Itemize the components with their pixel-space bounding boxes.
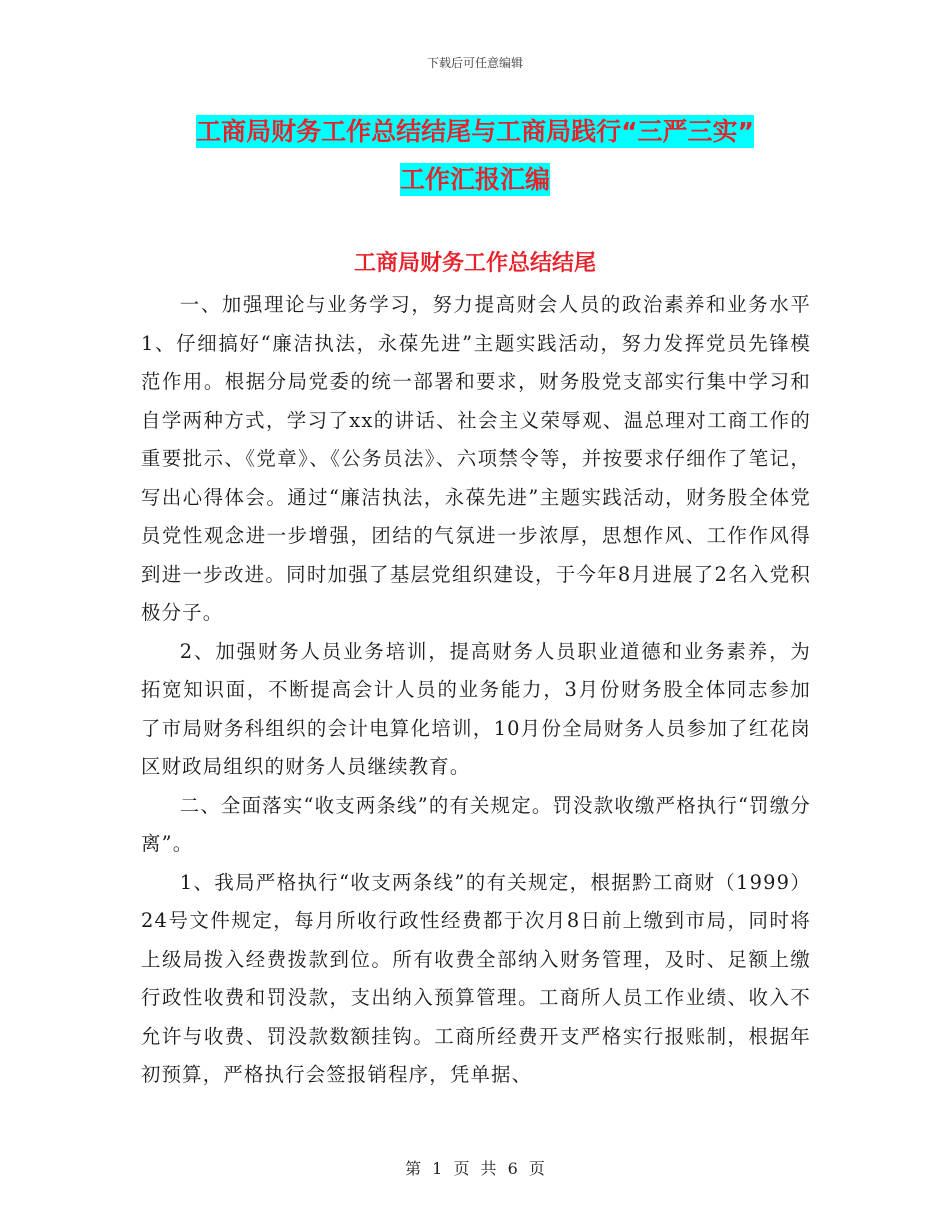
paragraph: 二、全面落实“收支两条线”的有关规定。罚没款收缴严格执行“罚缴分离”。 <box>141 793 811 855</box>
document-title-line-1: 工商局财务工作总结结尾与工商局践行“三严三实” <box>196 117 754 146</box>
document-title <box>0 108 950 204</box>
section-title: 工商局财务工作总结结尾 <box>353 251 596 276</box>
document-title-line-2: 工作汇报汇编 <box>399 165 550 194</box>
body-text <box>141 286 811 1095</box>
paragraph: 1、我局严格执行“收支两条线”的有关规定，根据黔工商财（1999）24号文件规定，每月所收行政性经费都于次月8日前上缴到市局，同时将上级局拨入经费拨款到位。所有收费全部纳入财务管理，及时、足额上缴行政性收费和罚没款，支出纳入预算管理。工商所人员工作业绩、收入不允许与收费、罚没款数额挂钩。工商所经费开支严格实行报账制，根据年初预算，严格执行会签报销程序，凭单据、 <box>141 870 811 1086</box>
paragraph: 一、加强理论与业务学习，努力提高财会人员的政治素养和业务水平1、仔细搞好“廉洁执法，永葆先进”主题实践活动，努力发挥党员先锋模范作用。根据分局党委的统一部署和要求，财务股党支部实行集中学习和自学两种方式，学习了xx的讲话、社会主义荣辱观、温总理对工商工作的重要批示、《党章》、《公务员法》、六项禁令等，并按要求仔细作了笔记，写出心得体会。通过“廉洁执法，永葆先进”主题实践活动，财务股全体党员党性观念进一步增强，团结的气氛进一步浓厚，思想作风、工作作风得到进一步改进。同时加强了基层党组织建设，于今年8月进展了2名入党积极分子。 <box>141 293 811 624</box>
paragraph: 2、加强财务人员业务培训，提高财务人员职业道德和业务素养，为拓宽知识面，不断提高会计人员的业务能力，3月份财务股全体同志参加了市局财务科组织的会计电算化培训，10月份全局财务人员参加了红花岗区财政局组织的财务人员继续教育。 <box>141 639 811 778</box>
page-number: 第 1 页 共 6 页 <box>405 1159 545 1178</box>
page-header-note: 下载后可任意编辑 <box>426 56 523 70</box>
